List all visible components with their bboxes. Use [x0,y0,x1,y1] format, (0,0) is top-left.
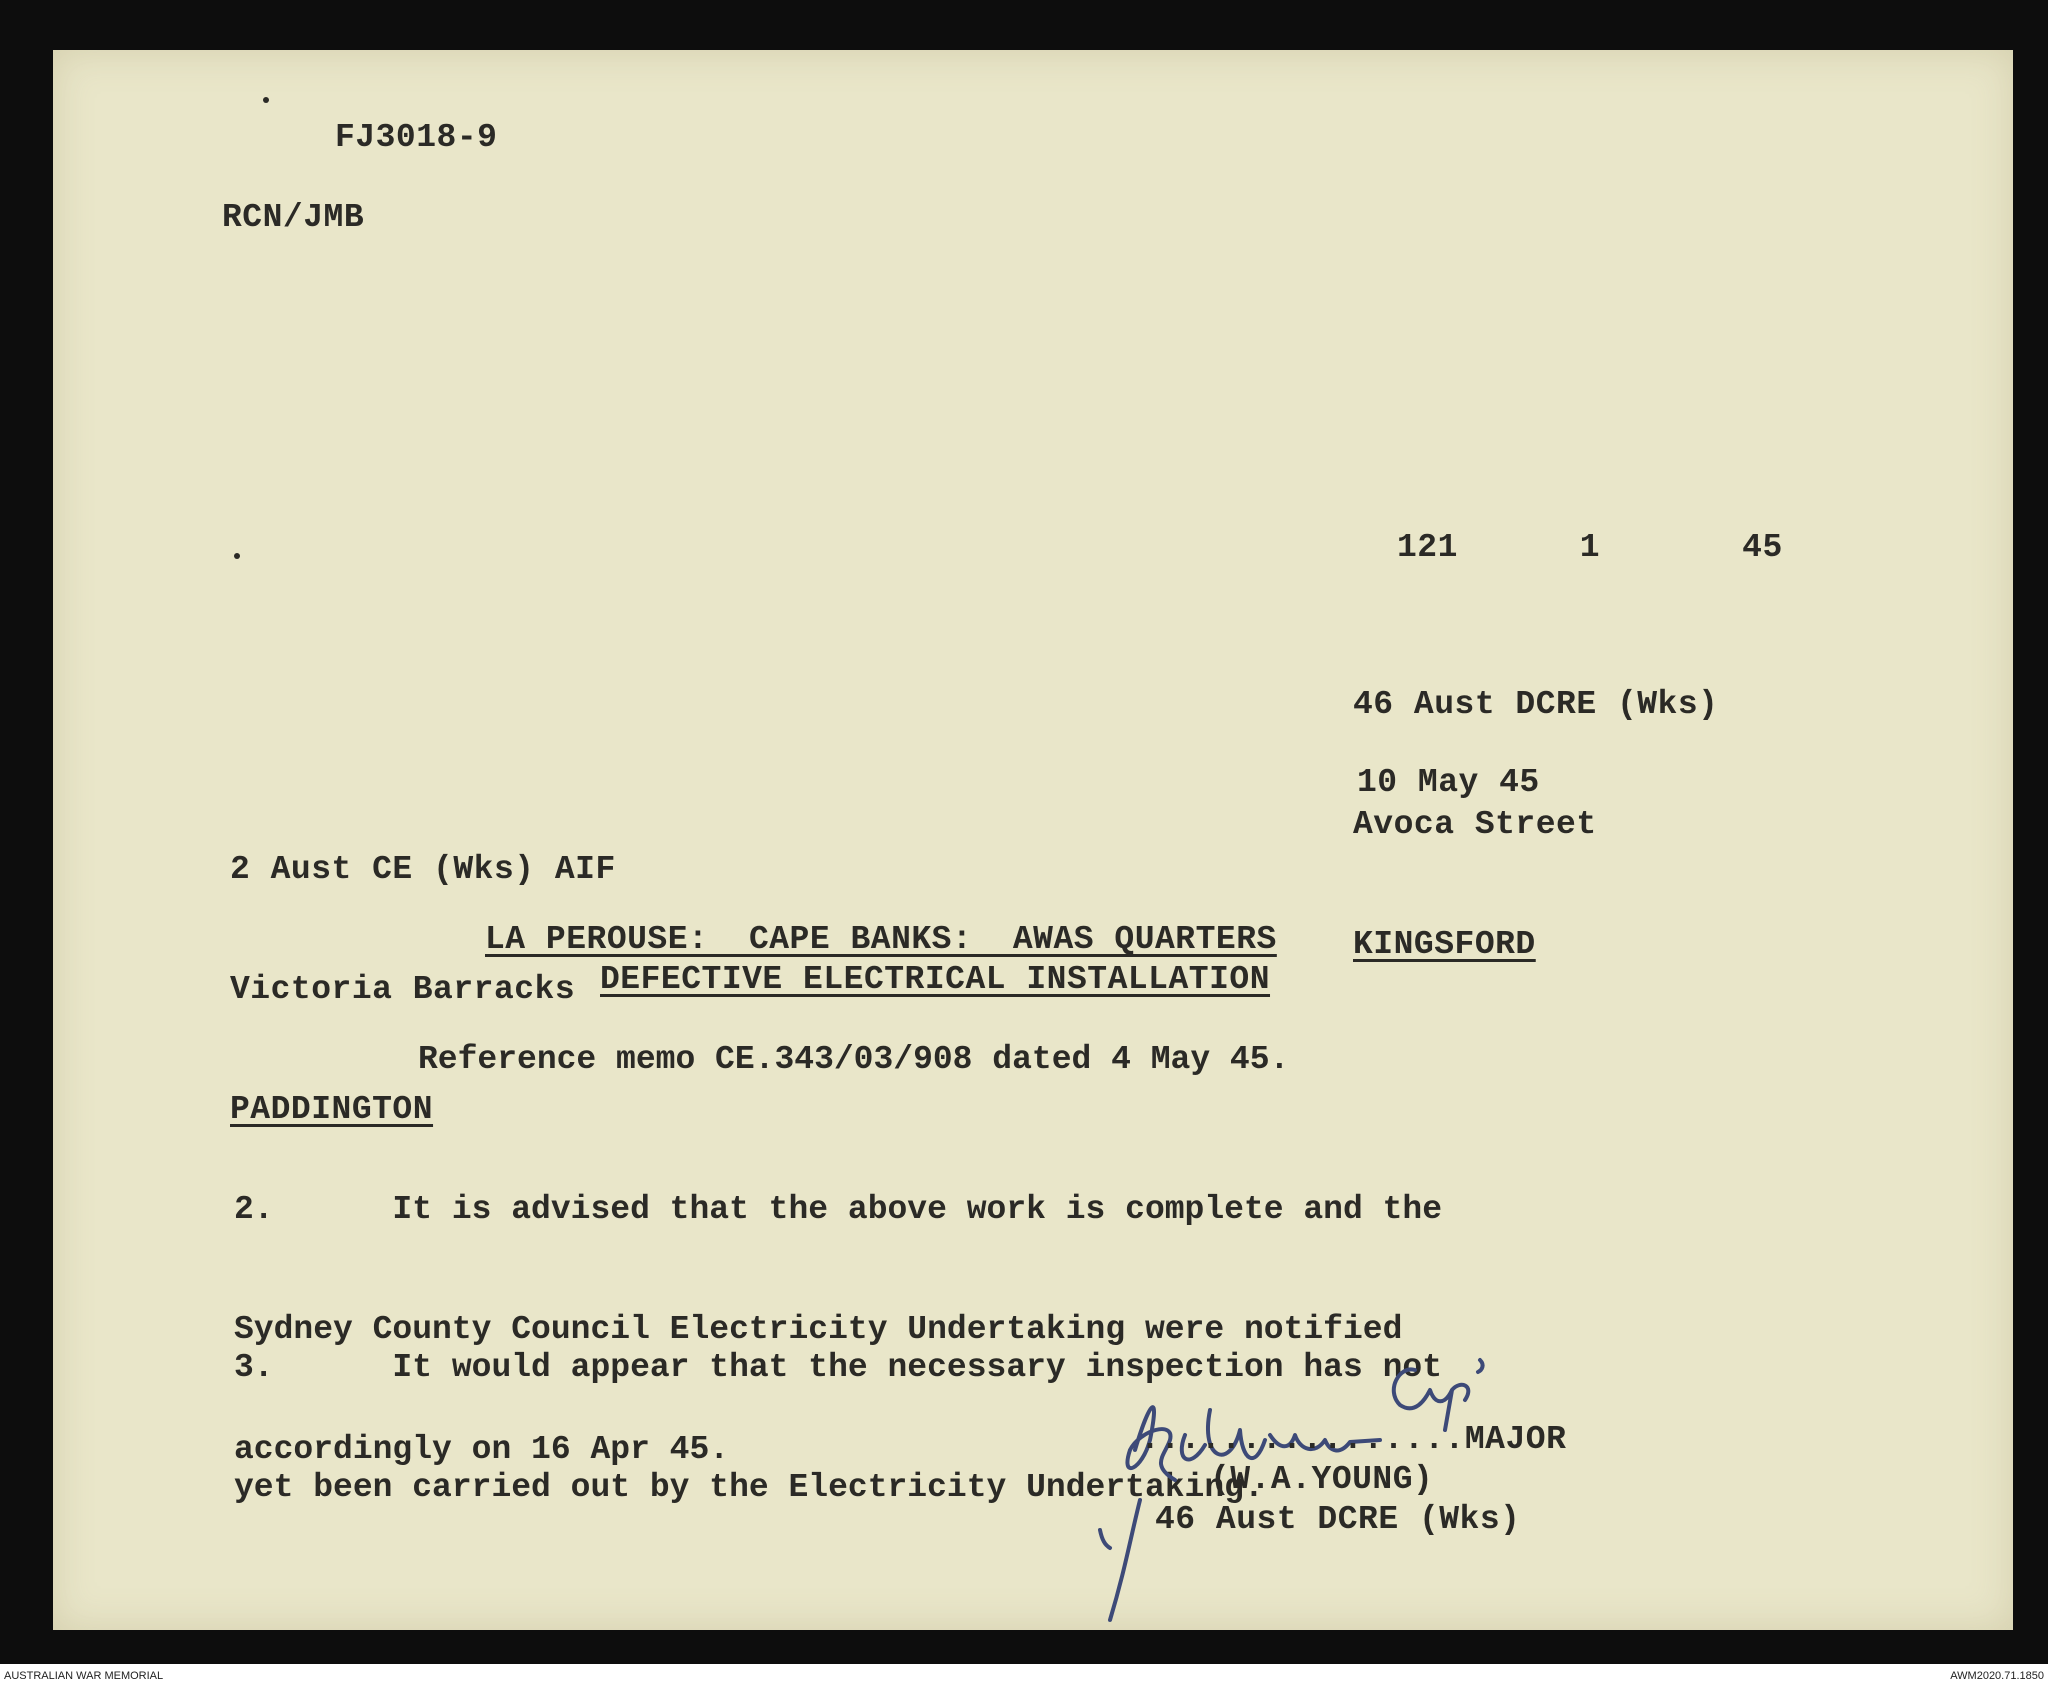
paragraph-2-line-2: Sydney County Council Electricity Undertaking were notified [234,1311,1403,1348]
recipient-line-1: 2 Aust CE (Wks) AIF [230,851,616,888]
archive-footer-bar [0,1664,2048,1684]
paragraph-2-line-1: 2. It is advised that the above work is complete and the [234,1191,1442,1228]
letter-date: 10 May 45 [1357,764,1540,801]
file-reference: FJ3018-9 [335,119,498,156]
sender-line-3: KINGSFORD [1353,926,1536,963]
margin-mark [234,553,240,559]
sender-line-1: 46 Aust DCRE (Wks) [1353,686,1719,723]
subject-line-1: LA PEROUSE: CAPE BANKS: AWAS QUARTERS [485,921,1277,958]
subject-line-2: DEFECTIVE ELECTRICAL INSTALLATION [600,961,1271,998]
paragraph-2-line-3: accordingly on 16 Apr 45. [234,1431,730,1468]
paragraph-3-line-1: 3. It would appear that the necessary inspection has not [234,1349,1442,1386]
margin-mark [263,97,269,103]
archive-accession-number: AWM2020.71.1850 [1950,1670,2044,1682]
signatory-unit: 46 Aust DCRE (Wks) [1155,1501,1521,1538]
paragraph-3-line-2: yet been carried out by the Electricity Undertaking. [234,1469,1264,1506]
paragraph-1: Reference memo CE.343/03/908 dated 4 May 45. [418,1041,1290,1078]
recipient-line-3: PADDINGTON [230,1091,434,1128]
sender-address [1353,605,1718,1005]
sender-line-2: Avoca Street [1353,806,1597,843]
recipient-line-2: Victoria Barracks [230,971,576,1008]
signatory-name: (W.A.YOUNG) [1210,1461,1434,1498]
signature-dots-rank: ................MAJOR [1140,1421,1567,1458]
file-number: 121 1 45 [1397,529,1783,566]
typist-initials: RCN/JMB [222,199,365,236]
archive-credit: AUSTRALIAN WAR MEMORIAL [4,1670,164,1682]
